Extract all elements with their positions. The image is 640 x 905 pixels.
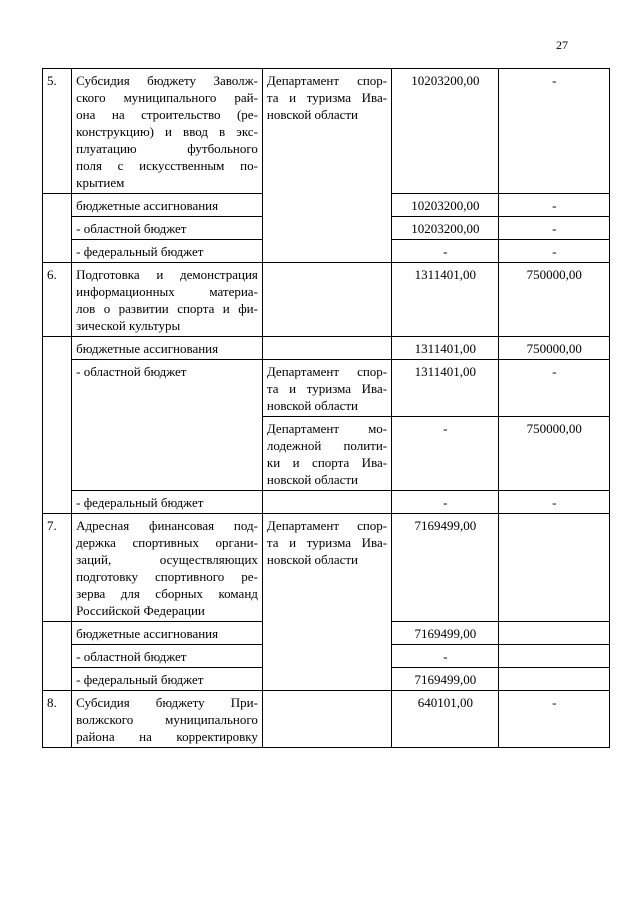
measure-name: Субсидия бюджету Заволж- ского муниципального рай- она на строительство (ре- конструкцию) и ввод в экс- плуатацию футбольного поля с искусственным по- крытием — [72, 69, 263, 194]
department: Департамент спор- та и туризма Ива- новской области — [262, 514, 391, 691]
budget-table — [42, 68, 610, 748]
value-year-1: 7169499,00 — [392, 514, 499, 622]
funding-label: - федеральный бюджет — [72, 491, 263, 514]
value-year-2 — [499, 668, 610, 691]
value-year-2: - — [499, 360, 610, 417]
funding-label: - областной бюджет — [72, 217, 263, 240]
value-year-1: 7169499,00 — [392, 622, 499, 645]
funding-label: бюджетные ассигнования — [72, 622, 263, 645]
value-year-2: 750000,00 — [499, 337, 610, 360]
row-number: 6. — [43, 263, 72, 337]
table-row — [43, 691, 610, 748]
value-year-2: - — [499, 194, 610, 217]
value-year-2 — [499, 645, 610, 668]
value-year-1: 10203200,00 — [392, 69, 499, 194]
row-number: 5. — [43, 69, 72, 194]
department: Департамент мо- лодежной полити- ки и спорта Ива- новской области — [262, 417, 391, 491]
row-number: 7. — [43, 514, 72, 622]
table-row — [43, 69, 610, 194]
value-year-1: 640101,00 — [392, 691, 499, 748]
funding-label: - областной бюджет — [72, 360, 263, 491]
value-year-1: 7169499,00 — [392, 668, 499, 691]
value-year-2: 750000,00 — [499, 417, 610, 491]
table-row — [43, 337, 610, 360]
value-year-2: - — [499, 491, 610, 514]
funding-label: - федеральный бюджет — [72, 668, 263, 691]
department: Департамент спор- та и туризма Ива- новской области — [262, 360, 391, 417]
measure-name: Субсидия бюджету При- волжского муниципального района на корректировку — [72, 691, 263, 748]
value-year-2: - — [499, 69, 610, 194]
value-year-1: 1311401,00 — [392, 263, 499, 337]
value-year-1: 10203200,00 — [392, 194, 499, 217]
value-year-1: 1311401,00 — [392, 337, 499, 360]
table-row — [43, 263, 610, 337]
value-year-2: - — [499, 217, 610, 240]
value-year-1: - — [392, 417, 499, 491]
value-year-2: - — [499, 691, 610, 748]
value-year-1: 10203200,00 — [392, 217, 499, 240]
department: Департамент спор- та и туризма Ива- новской области — [262, 69, 391, 263]
value-year-2 — [499, 514, 610, 622]
measure-name: Подготовка и демонстрация информационных материа- лов о развитии спорта и фи- зической культуры — [72, 263, 263, 337]
funding-label: - областной бюджет — [72, 645, 263, 668]
table-row — [43, 514, 610, 622]
funding-label: бюджетные ассигнования — [72, 337, 263, 360]
row-number: 8. — [43, 691, 72, 748]
page-number: 27 — [556, 38, 568, 52]
measure-name: Адресная финансовая под- держка спортивных органи- заций, осуществляющих подготовку спортивного ре- зерва для сборных команд Российской Федерации — [72, 514, 263, 622]
table-row — [43, 360, 610, 417]
table-row — [43, 491, 610, 514]
funding-label: - федеральный бюджет — [72, 240, 263, 263]
value-year-1: - — [392, 491, 499, 514]
value-year-2 — [499, 622, 610, 645]
value-year-1: 1311401,00 — [392, 360, 499, 417]
funding-label: бюджетные ассигнования — [72, 194, 263, 217]
value-year-2: 750000,00 — [499, 263, 610, 337]
value-year-1: - — [392, 645, 499, 668]
value-year-1: - — [392, 240, 499, 263]
value-year-2: - — [499, 240, 610, 263]
